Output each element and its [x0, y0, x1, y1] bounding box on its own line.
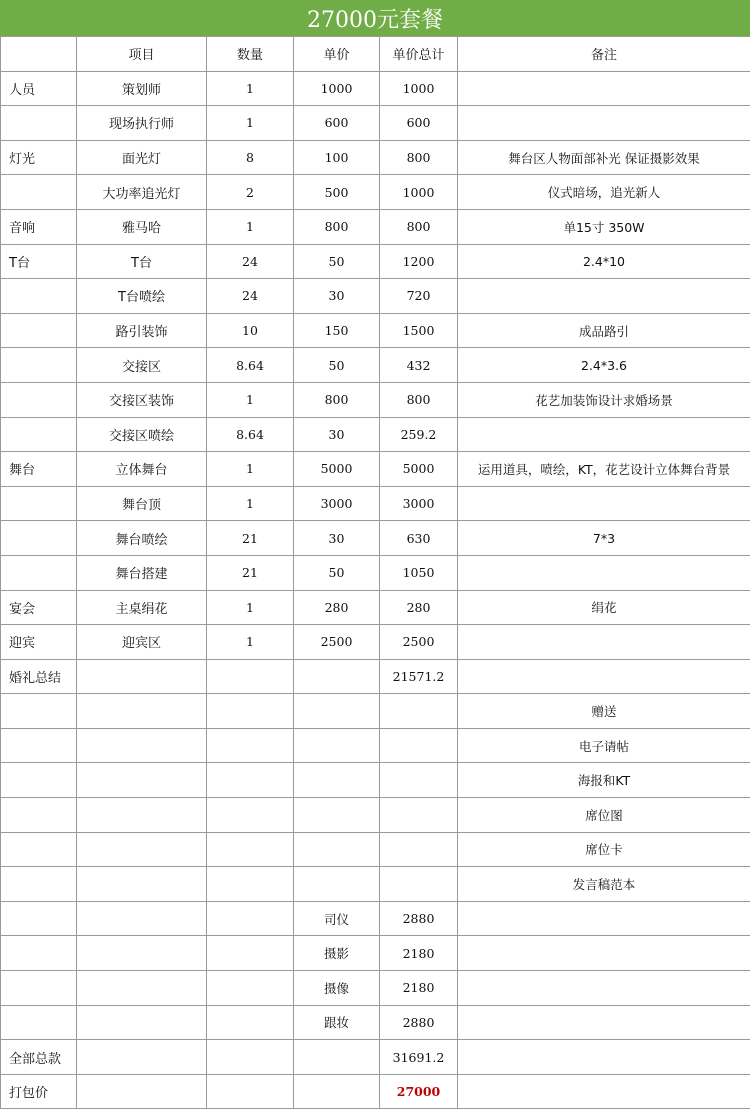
unit-price-cell: 100	[294, 140, 380, 175]
total-cell	[380, 728, 458, 763]
quantity-cell	[207, 867, 294, 902]
quantity-cell	[207, 901, 294, 936]
table-row	[1, 590, 750, 625]
item-cell	[77, 659, 207, 694]
total-cell	[380, 867, 458, 902]
category-cell	[1, 763, 77, 798]
table-row	[1, 417, 750, 452]
note-cell: 单15寸 350W	[458, 209, 750, 244]
table-row	[1, 659, 750, 694]
category-cell	[1, 832, 77, 867]
category-cell	[1, 382, 77, 417]
quantity-cell	[207, 936, 294, 971]
item-cell	[77, 971, 207, 1006]
total-cell	[380, 798, 458, 833]
note-cell	[458, 1074, 750, 1109]
total-cell: 1200	[380, 244, 458, 279]
category-cell: 婚礼总结	[1, 659, 77, 694]
total-cell	[380, 694, 458, 729]
item-cell	[77, 832, 207, 867]
table-row	[1, 625, 750, 660]
table-row	[1, 832, 750, 867]
item-cell	[77, 936, 207, 971]
note-cell: 运用道具，喷绘，KT，花艺设计立体舞台背景	[458, 452, 750, 487]
quantity-cell: 8.64	[207, 348, 294, 383]
table-row	[1, 728, 750, 763]
table-row	[1, 1040, 750, 1075]
category-cell	[1, 971, 77, 1006]
quantity-cell: 1	[207, 71, 294, 106]
category-cell	[1, 694, 77, 729]
item-cell	[77, 1005, 207, 1040]
category-cell	[1, 555, 77, 590]
total-cell: 21571.2	[380, 659, 458, 694]
table-row	[1, 140, 750, 175]
unit-price-cell: 800	[294, 382, 380, 417]
unit-price-cell	[294, 832, 380, 867]
quantity-cell: 1	[207, 625, 294, 660]
quantity-cell	[207, 659, 294, 694]
total-cell: 5000	[380, 452, 458, 487]
category-cell	[1, 106, 77, 141]
table-row	[1, 452, 750, 487]
note-cell: 花艺加装饰设计求婚场景	[458, 382, 750, 417]
category-cell	[1, 175, 77, 210]
note-cell	[458, 555, 750, 590]
total-cell: 27000	[380, 1074, 458, 1109]
table-row	[1, 1074, 750, 1109]
total-cell: 1000	[380, 71, 458, 106]
item-cell: 面光灯	[77, 140, 207, 175]
unit-price-cell: 50	[294, 244, 380, 279]
total-cell: 630	[380, 521, 458, 556]
unit-price-cell: 1000	[294, 71, 380, 106]
unit-price-cell	[294, 659, 380, 694]
quantity-cell: 24	[207, 279, 294, 314]
note-cell: 成品路引	[458, 313, 750, 348]
quantity-cell: 1	[207, 209, 294, 244]
unit-price-cell	[294, 728, 380, 763]
item-cell	[77, 867, 207, 902]
table-row	[1, 521, 750, 556]
category-cell	[1, 1005, 77, 1040]
item-cell: 交接区装饰	[77, 382, 207, 417]
table-row	[1, 694, 750, 729]
header-unit-price: 单价	[294, 37, 380, 72]
item-cell: 交接区	[77, 348, 207, 383]
unit-price-cell: 30	[294, 417, 380, 452]
unit-price-cell: 50	[294, 555, 380, 590]
total-cell: 2880	[380, 901, 458, 936]
note-cell	[458, 1005, 750, 1040]
category-cell	[1, 279, 77, 314]
quantity-cell	[207, 971, 294, 1006]
item-cell: 舞台喷绘	[77, 521, 207, 556]
header-item: 项目	[77, 37, 207, 72]
table-row	[1, 1005, 750, 1040]
quantity-cell: 8.64	[207, 417, 294, 452]
unit-price-cell: 30	[294, 521, 380, 556]
note-cell: 2.4*3.6	[458, 348, 750, 383]
category-cell	[1, 348, 77, 383]
note-cell	[458, 417, 750, 452]
note-cell	[458, 1040, 750, 1075]
note-cell	[458, 625, 750, 660]
table-row	[1, 867, 750, 902]
item-cell	[77, 763, 207, 798]
unit-price-cell: 摄影	[294, 936, 380, 971]
total-cell: 600	[380, 106, 458, 141]
item-cell: 迎宾区	[77, 625, 207, 660]
total-cell: 259.2	[380, 417, 458, 452]
category-cell	[1, 867, 77, 902]
category-cell	[1, 486, 77, 521]
item-cell	[77, 694, 207, 729]
total-cell: 800	[380, 140, 458, 175]
total-cell: 800	[380, 382, 458, 417]
note-cell: 发言稿范本	[458, 867, 750, 902]
category-cell: 舞台	[1, 452, 77, 487]
unit-price-cell: 跟妆	[294, 1005, 380, 1040]
unit-price-cell: 50	[294, 348, 380, 383]
item-cell	[77, 728, 207, 763]
quantity-cell: 21	[207, 555, 294, 590]
table-row	[1, 71, 750, 106]
header-quantity: 数量	[207, 37, 294, 72]
category-cell	[1, 798, 77, 833]
item-cell: T台	[77, 244, 207, 279]
category-cell: 迎宾	[1, 625, 77, 660]
note-cell: 2.4*10	[458, 244, 750, 279]
category-cell: 灯光	[1, 140, 77, 175]
item-cell	[77, 1040, 207, 1075]
unit-price-cell	[294, 867, 380, 902]
quantity-cell: 1	[207, 106, 294, 141]
table-row	[1, 244, 750, 279]
note-cell: 7*3	[458, 521, 750, 556]
quantity-cell: 1	[207, 382, 294, 417]
quantity-cell	[207, 694, 294, 729]
table-row	[1, 901, 750, 936]
unit-price-cell: 3000	[294, 486, 380, 521]
item-cell	[77, 901, 207, 936]
quantity-cell	[207, 1005, 294, 1040]
total-cell: 1500	[380, 313, 458, 348]
note-cell	[458, 901, 750, 936]
header-total: 单价总计	[380, 37, 458, 72]
item-cell: 现场执行师	[77, 106, 207, 141]
category-cell: 宴会	[1, 590, 77, 625]
total-cell: 1050	[380, 555, 458, 590]
note-cell: 席位卡	[458, 832, 750, 867]
category-cell: 全部总款	[1, 1040, 77, 1075]
note-cell: 赠送	[458, 694, 750, 729]
note-cell: 仪式暗场，追光新人	[458, 175, 750, 210]
unit-price-cell: 600	[294, 106, 380, 141]
item-cell: 舞台搭建	[77, 555, 207, 590]
quantity-cell	[207, 798, 294, 833]
note-cell: 席位图	[458, 798, 750, 833]
category-cell: T台	[1, 244, 77, 279]
table-row	[1, 971, 750, 1006]
quantity-cell	[207, 728, 294, 763]
table-row	[1, 382, 750, 417]
note-cell: 绢花	[458, 590, 750, 625]
table-row	[1, 175, 750, 210]
package-table	[0, 36, 750, 1109]
header-row	[1, 37, 750, 72]
unit-price-cell	[294, 1040, 380, 1075]
item-cell	[77, 1074, 207, 1109]
category-cell	[1, 417, 77, 452]
unit-price-cell	[294, 763, 380, 798]
quantity-cell: 8	[207, 140, 294, 175]
item-cell: 立体舞台	[77, 452, 207, 487]
category-cell	[1, 901, 77, 936]
page-title: 27000元套餐	[0, 0, 750, 37]
unit-price-cell: 5000	[294, 452, 380, 487]
total-cell: 280	[380, 590, 458, 625]
table-row	[1, 106, 750, 141]
total-cell: 2500	[380, 625, 458, 660]
table-row	[1, 486, 750, 521]
unit-price-cell: 摄像	[294, 971, 380, 1006]
quantity-cell: 21	[207, 521, 294, 556]
note-cell	[458, 659, 750, 694]
category-cell: 人员	[1, 71, 77, 106]
quantity-cell	[207, 1040, 294, 1075]
quantity-cell	[207, 1074, 294, 1109]
total-cell: 800	[380, 209, 458, 244]
table-row	[1, 555, 750, 590]
category-cell	[1, 521, 77, 556]
item-cell: 主桌绢花	[77, 590, 207, 625]
category-cell	[1, 936, 77, 971]
total-cell: 3000	[380, 486, 458, 521]
category-cell	[1, 728, 77, 763]
table-row	[1, 313, 750, 348]
unit-price-cell: 150	[294, 313, 380, 348]
table-row	[1, 798, 750, 833]
unit-price-cell: 800	[294, 209, 380, 244]
category-cell: 打包价	[1, 1074, 77, 1109]
header-category	[1, 37, 77, 72]
note-cell	[458, 71, 750, 106]
note-cell	[458, 486, 750, 521]
table-row	[1, 763, 750, 798]
quantity-cell	[207, 832, 294, 867]
table-row	[1, 936, 750, 971]
quantity-cell: 2	[207, 175, 294, 210]
item-cell: 舞台顶	[77, 486, 207, 521]
quantity-cell: 1	[207, 590, 294, 625]
unit-price-cell	[294, 798, 380, 833]
note-cell: 电子请帖	[458, 728, 750, 763]
item-cell: 雅马哈	[77, 209, 207, 244]
total-cell: 720	[380, 279, 458, 314]
total-cell: 2880	[380, 1005, 458, 1040]
note-cell: 海报和KT	[458, 763, 750, 798]
note-cell: 舞台区人物面部补光 保证摄影效果	[458, 140, 750, 175]
item-cell	[77, 798, 207, 833]
total-cell: 31691.2	[380, 1040, 458, 1075]
total-cell	[380, 832, 458, 867]
note-cell	[458, 279, 750, 314]
header-note: 备注	[458, 37, 750, 72]
unit-price-cell: 30	[294, 279, 380, 314]
unit-price-cell: 2500	[294, 625, 380, 660]
category-cell: 音响	[1, 209, 77, 244]
table-row	[1, 348, 750, 383]
unit-price-cell	[294, 1074, 380, 1109]
quantity-cell	[207, 763, 294, 798]
total-cell	[380, 763, 458, 798]
table-row	[1, 209, 750, 244]
item-cell: 交接区喷绘	[77, 417, 207, 452]
quantity-cell: 24	[207, 244, 294, 279]
item-cell: 路引装饰	[77, 313, 207, 348]
total-cell: 1000	[380, 175, 458, 210]
total-cell: 2180	[380, 936, 458, 971]
total-cell: 432	[380, 348, 458, 383]
unit-price-cell	[294, 694, 380, 729]
item-cell: T台喷绘	[77, 279, 207, 314]
total-cell: 2180	[380, 971, 458, 1006]
note-cell	[458, 936, 750, 971]
note-cell	[458, 971, 750, 1006]
note-cell	[458, 106, 750, 141]
category-cell	[1, 313, 77, 348]
item-cell: 大功率追光灯	[77, 175, 207, 210]
unit-price-cell: 500	[294, 175, 380, 210]
unit-price-cell: 280	[294, 590, 380, 625]
quantity-cell: 1	[207, 452, 294, 487]
quantity-cell: 1	[207, 486, 294, 521]
quantity-cell: 10	[207, 313, 294, 348]
unit-price-cell: 司仪	[294, 901, 380, 936]
table-row	[1, 279, 750, 314]
item-cell: 策划师	[77, 71, 207, 106]
